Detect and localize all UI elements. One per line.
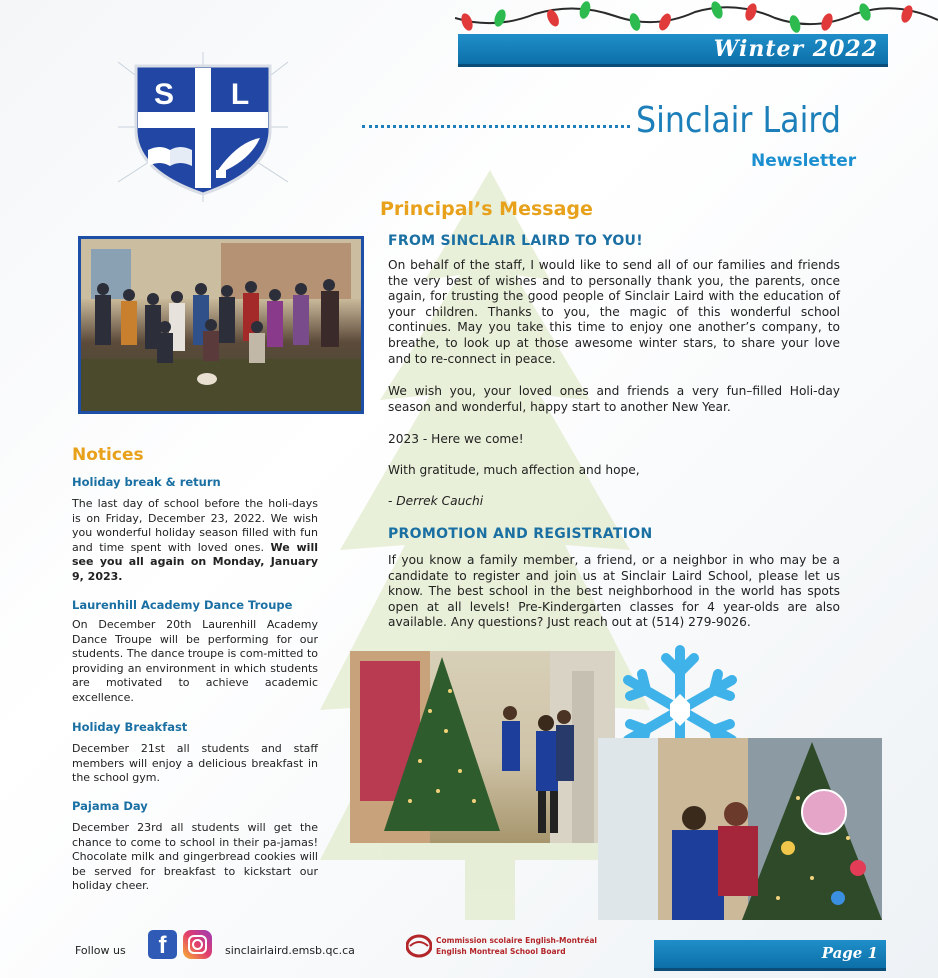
notice-text-dance-troupe: On December 20th Laurenhill Academy Dance Troupe will be performing for our students. The dance troupe is com-mitted to providing an environment in which students are motivated to achieve academic excellence.: [72, 618, 318, 704]
season-banner: [458, 34, 888, 67]
instagram-lens: [192, 939, 203, 950]
notice-text-holiday-breakfast: December 21st all students and staff members will enjoy a delicious breakfast in the school gym.: [72, 742, 318, 784]
newsletter-subtitle: Newsletter: [751, 151, 857, 171]
school-board-logo: [406, 934, 597, 962]
page-number: Page 1: [821, 944, 878, 962]
school-board-name-en: English Montreal School Board: [436, 947, 566, 956]
school-crest-logo: [118, 52, 288, 202]
title-dotted-rule: [362, 125, 630, 128]
logo-letter-l: L: [230, 78, 250, 111]
facebook-icon[interactable]: f: [148, 930, 177, 959]
principal-paragraph-1: On behalf of the staff, I would like to send all of our families and friends the very best of wishes and to personally thank you, the parents, once again, for trusting the good people of Sinclair Laird with the education of your children. Thanks to you, the magic of this wonderful school continues. May you take this time to enjoy one another’s company, to breathe, to look up at those awesome winter stars, to share your love and to re-connect in peace.: [388, 258, 840, 366]
principal-message-heading: Principal’s Message: [380, 198, 593, 220]
notice-body-holiday-break: The last day of school before the holi-days is on Friday, December 23, 2022. We wish you wonderful holiday season filled with fun and time spent with loved ones.: [72, 497, 318, 554]
season-label: Winter 2022: [713, 36, 878, 62]
principal-paragraph-4: With gratitude, much affection and hope,: [388, 463, 640, 477]
notice-title-dance-troupe: Laurenhill Academy Dance Troupe: [72, 598, 293, 612]
follow-us-label: Follow us: [75, 944, 126, 957]
principal-signature: - Derrek Cauchi: [388, 494, 484, 508]
school-board-name-fr: Commission scolaire English-Montréal: [436, 936, 597, 945]
website-link[interactable]: sinclairlaird.emsb.qc.ca: [225, 944, 355, 957]
school-board-emblem-icon: [406, 934, 432, 958]
principal-paragraph-2: We wish you, your loved ones and friends a very fun–filled Holi-day season and wonderful, happy start to another New Year.: [388, 384, 840, 414]
notices-heading: Notices: [72, 445, 144, 465]
promotion-text: If you know a family member, a friend, or a neighbor in who may be a candidate to register and join us at Sinclair Laird School, please let us know. The best school in the best neighborhood in the world has spots open at all levels! Pre-Kindergarten classes for 4 year-olds are also available. Any questions? Just reach out at (514) 279-9026.: [388, 553, 840, 630]
logo-letter-s: S: [153, 78, 175, 111]
notice-text-holiday-break: [72, 497, 318, 584]
page-number-bar: [654, 940, 886, 971]
notice-title-pajama-day: Pajama Day: [72, 799, 148, 813]
notice-bold-return-date: We will see you all again on Monday, January 9, 2023.: [72, 540, 318, 583]
notice-title-holiday-break: Holiday break & return: [72, 475, 221, 489]
principal-paragraph-3: 2023 - Here we come!: [388, 432, 524, 446]
promotion-section-title: PROMOTION AND REGISTRATION: [388, 526, 653, 542]
instagram-icon[interactable]: [183, 930, 212, 959]
notice-text-pajama-day: December 23rd all students will get the chance to come to school in their pa-jamas! Chocolate milk and gingerbread cookies will be served for breakfast to kickstart our holiday cheer.: [72, 821, 318, 892]
principal-section-title: FROM SINCLAIR LAIRD TO YOU!: [388, 233, 643, 249]
notice-title-holiday-breakfast: Holiday Breakfast: [72, 720, 188, 734]
students-tree-photo-1: [350, 651, 615, 843]
newsletter-title: Sinclair Laird: [636, 100, 841, 141]
students-tree-photo-2: [598, 738, 882, 920]
staff-group-photo: [78, 236, 364, 414]
